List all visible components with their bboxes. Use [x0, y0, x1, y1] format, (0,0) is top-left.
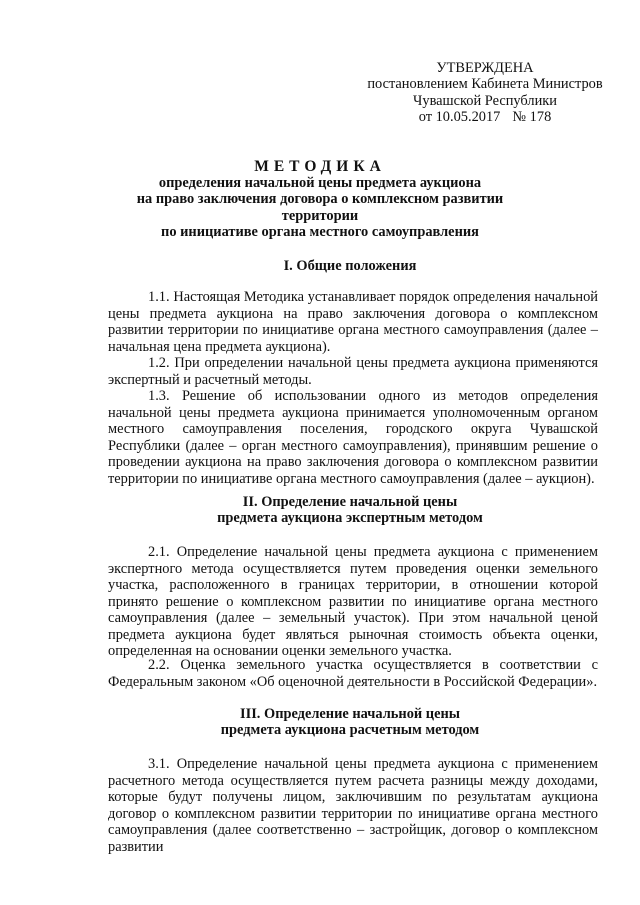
title-line-1: определения начальной цены предмета аукциона: [158, 175, 482, 192]
approval-republic: Чувашской Республики: [413, 92, 557, 109]
paragraph-3-1: 3.1. Определение начальной цены предмета аукциона с применением расчетного метода осуществляется путем расчета разницы между доходами, которые будут получены лицом, заключившим по результатам аукциона договор о комплексном развитии территории по инициативе органа местного самоуправления (далее соответственно – застройщик, договор о комплексном развитии: [108, 756, 598, 855]
section-3-heading: [100, 706, 600, 739]
approval-date: от 10.05.2017: [418, 109, 501, 126]
approval-issuer: постановлением Кабинета Министров: [367, 76, 603, 93]
paragraph-1-2: 1.2. При определении начальной цены предмета аукциона применяются экспертный и расчетный методы.: [108, 355, 598, 388]
section-1-heading: [100, 258, 600, 274]
approval-title: УТВЕРЖДЕНА: [436, 60, 534, 76]
approval-stamp: [360, 60, 610, 126]
section-2-heading-line-2: предмета аукциона экспертным методом: [217, 510, 483, 527]
section-2-heading: [100, 494, 600, 527]
approval-number: № 178: [512, 109, 552, 126]
section-2-heading-line-1: II. Определение начальной цены: [242, 494, 458, 510]
title-line-2: на право заключения договора о комплексном развитии территории: [136, 191, 504, 224]
paragraph-1-1: 1.1. Настоящая Методика устанавливает порядок определения начальной цены предмета аукциона на право заключения договора о комплексном развитии территории по инициативе органа местного самоуправления (далее – начальная цена предмета аукциона).: [108, 289, 598, 355]
title-main: МЕТОДИКА: [254, 158, 386, 175]
paragraph-2-2: 2.2. Оценка земельного участка осуществляется в соответствии с Федеральным законом «Об оценочной деятельности в Российской Федерации».: [108, 657, 598, 690]
section-3-heading-line-1: III. Определение начальной цены: [240, 706, 460, 722]
section-3-heading-line-2: предмета аукциона расчетным методом: [220, 722, 480, 739]
title-line-3: по инициативе органа местного самоуправления: [161, 223, 479, 240]
document-title: [100, 159, 540, 240]
paragraph-2-1: 2.1. Определение начальной цены предмета аукциона с применением экспертного метода осуществляется путем проведения оценки земельного участка, расположенного в границах территории, в отношении которой принято решение о комплексном развитии по инициативе органа местного самоуправления (далее – земельный участок). При этом начальной ценой предмета аукциона будет являться рыночная стоимость объекта оценки, определенная на основании оценки земельного участка.: [108, 544, 598, 659]
paragraph-1-3: 1.3. Решение об использовании одного из методов определения начальной цены предмета аукциона принимается уполномоченным органом местного самоуправления поселения, городского округа Чувашской Республики (далее – орган местного самоуправления), принявшим решение о проведении аукциона на право заключения договора о комплексном развитии территории по инициативе органа местного самоуправления (далее – аукцион).: [108, 388, 598, 487]
approval-date-number: [360, 109, 610, 125]
section-1-heading-text: I. Общие положения: [283, 258, 417, 274]
